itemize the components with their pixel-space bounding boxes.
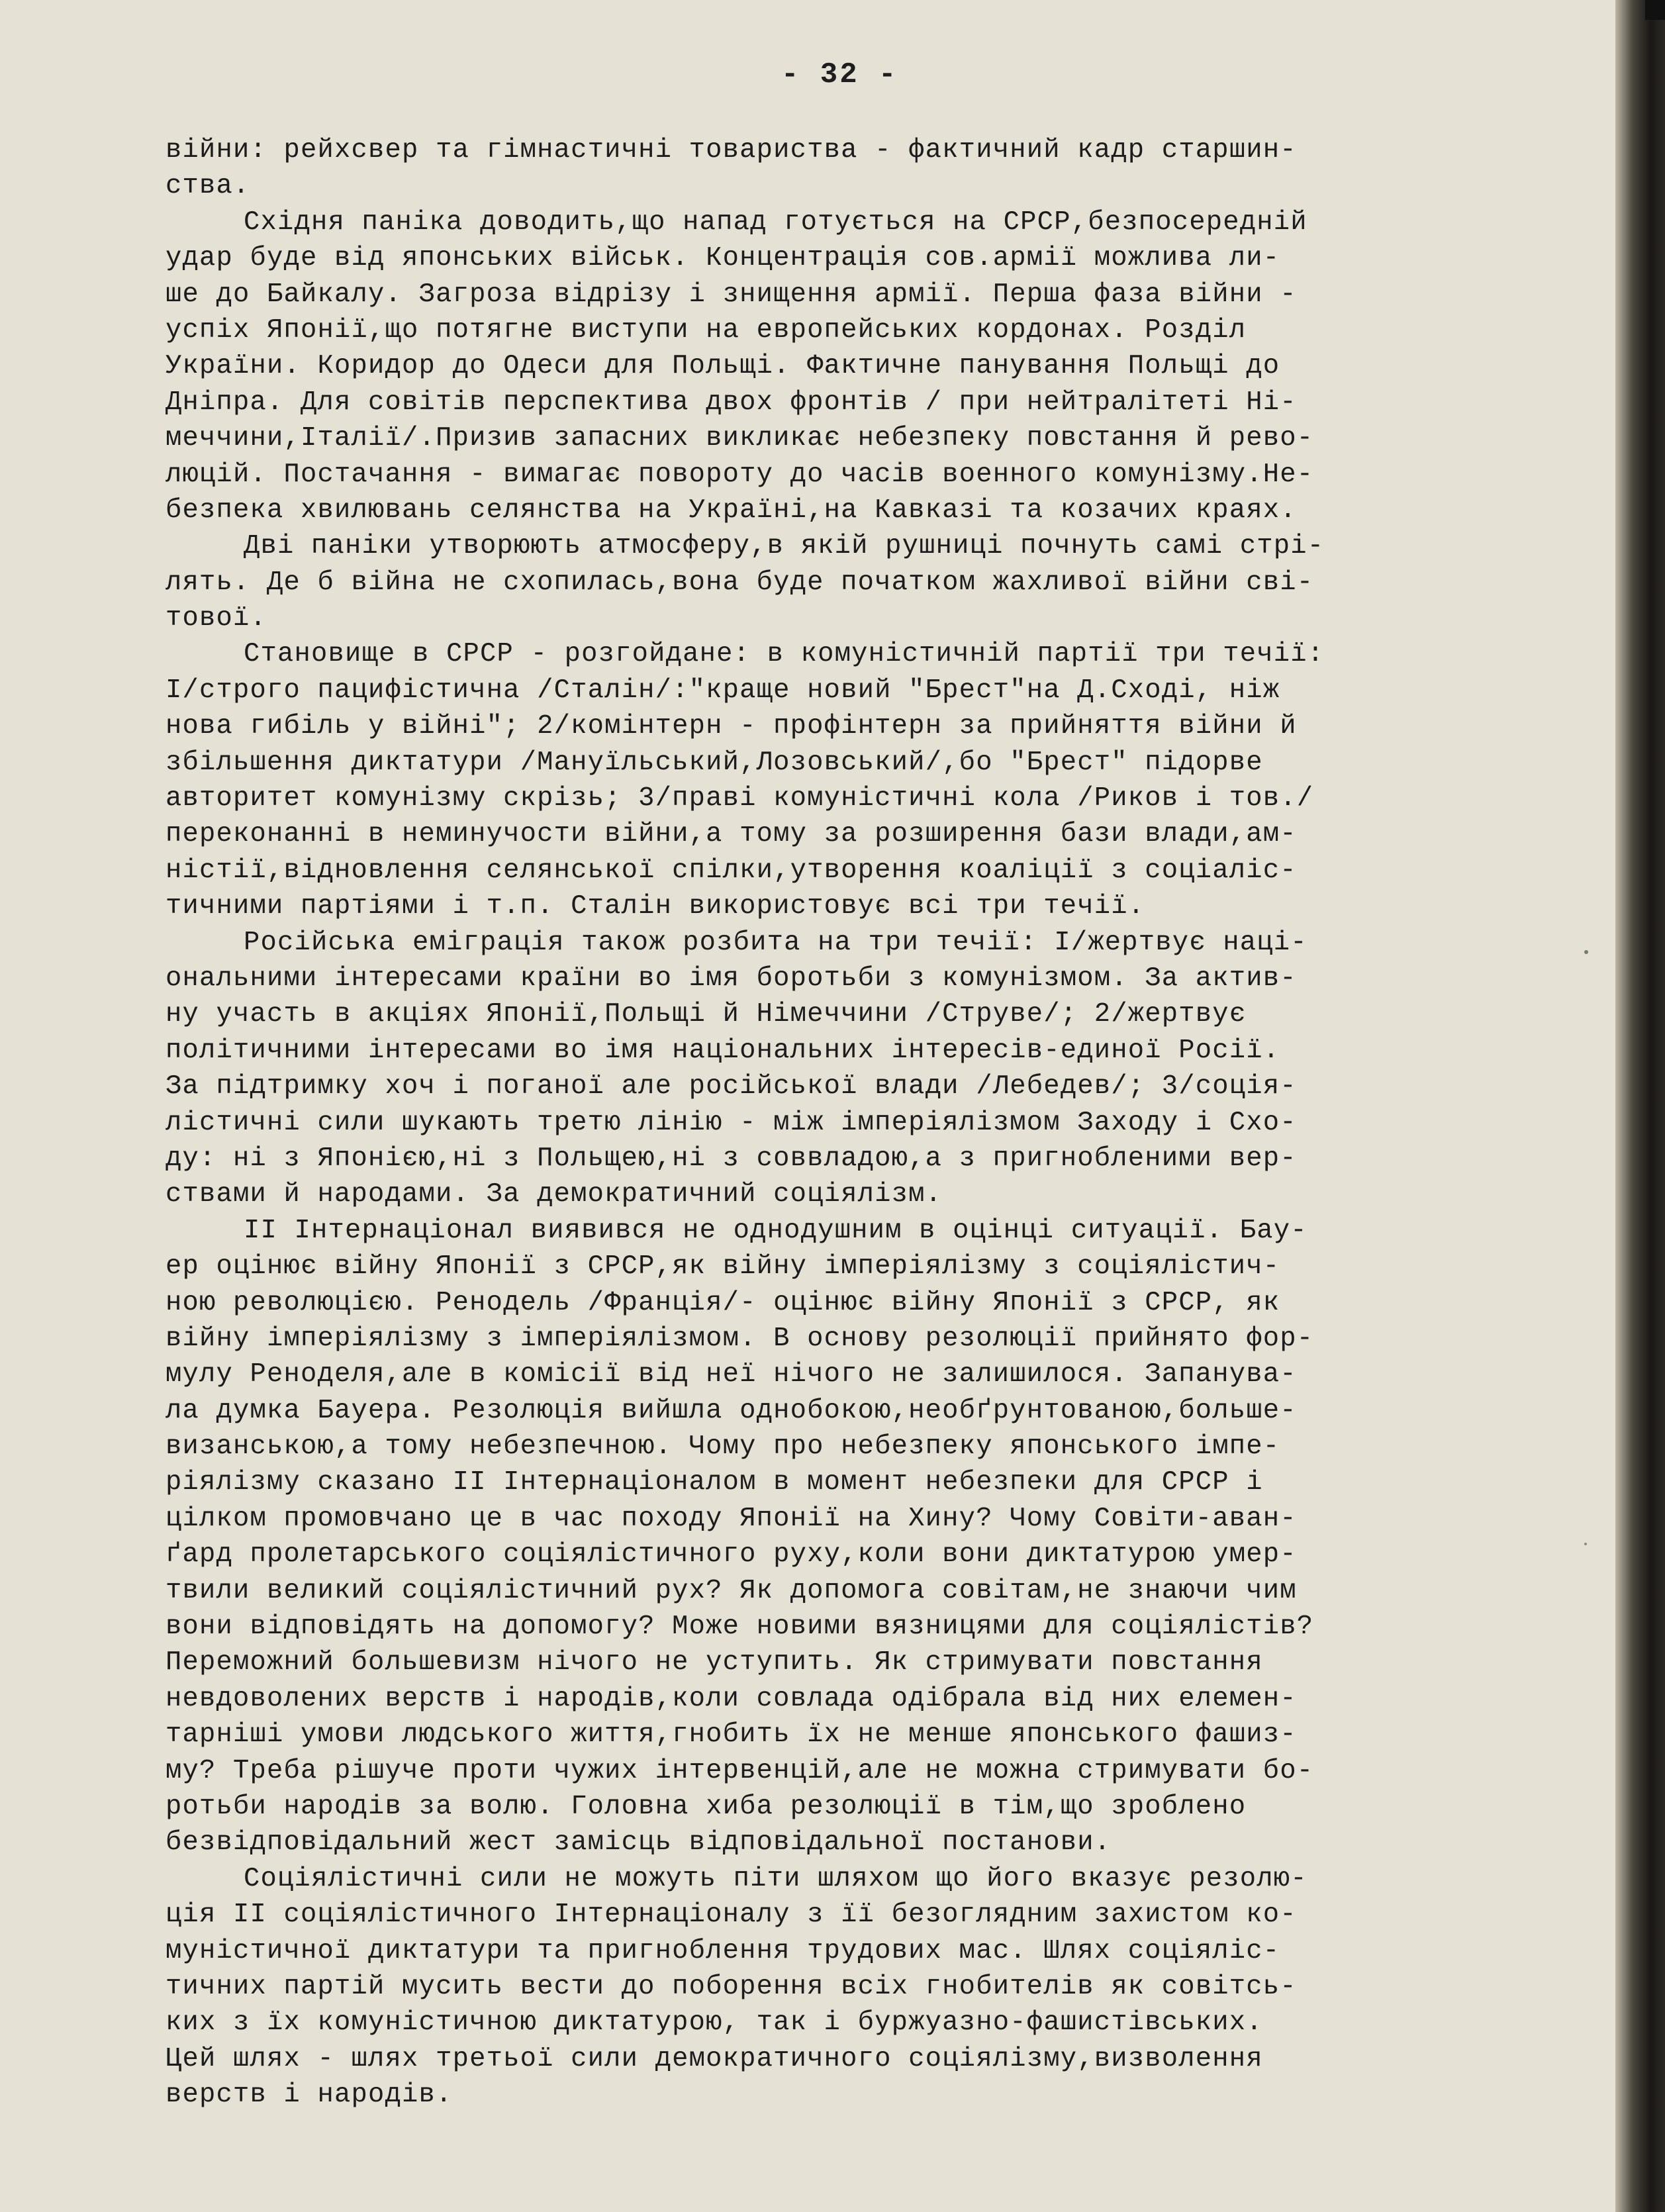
text-line: безвідповідальний жест замісць відповідальної постанови. xyxy=(166,1827,1112,1858)
text-line: вони відповідять на допомогу? Може новими вязницями для соціялістів? xyxy=(166,1611,1314,1643)
text-line: ональними інтересами країни во імя боротьби з комунізмом. За актив- xyxy=(166,963,1297,994)
text-line: ція II соціялістичного Інтернаціоналу з її безоглядним захистом ко- xyxy=(166,1899,1297,1931)
text-line: Становище в СРСР - розгойдане: в комуністичній партії три течії: xyxy=(244,639,1325,670)
text-line: лять. Де б війна не схопилась,вона буде початком жахливої війни сві- xyxy=(166,567,1314,598)
text-line: ше до Байкалу. Загроза відрізу і знищення армії. Перша фаза війни - xyxy=(166,279,1297,310)
text-line: авторитет комунізму скрізь; 3/праві комуністичні кола /Риков і тов./ xyxy=(166,783,1314,814)
text-line: I/строго пацифістична /Сталін/:"краще новий "Брест"на Д.Сході, ніж xyxy=(166,675,1280,706)
text-line: ких з їх комуністичною диктатурою, так і буржуазно-фашистівських. xyxy=(166,2007,1263,2039)
text-line: ну участь в акціях Японії,Польщі й Німеччини /Струве/; 2/жертвує xyxy=(166,999,1247,1030)
text-line: удар буде від японських військ. Концентрація сов.армії можлива ли- xyxy=(166,243,1280,274)
text-line: меччини,Італії/.Призив запасних викликає небезпеку повстання й рево- xyxy=(166,423,1314,454)
scan-corner xyxy=(1645,0,1665,20)
text-line: ер оцінює війну Японії з СРСР,як війну імперіялізму з соціялістич- xyxy=(166,1251,1280,1282)
text-line: тарніші умови людського життя,гнобить їх не менше японського фашиз- xyxy=(166,1719,1297,1751)
margin-mark xyxy=(1584,950,1588,954)
text-line: ністії,відновлення селянської спілки,утворення коаліції з соціаліс- xyxy=(166,855,1297,886)
text-line: безпека хвилювань селянства на Україні,на Кавказі та козачих краях. xyxy=(166,495,1297,526)
text-line: Дніпра. Для совітів перспектива двох фронтів / при нейтралітеті Ні- xyxy=(166,387,1297,418)
text-line: ства. xyxy=(166,171,250,202)
text-line: Цей шлях - шлях третьої сили демократичного соціялізму,визволення xyxy=(166,2043,1263,2074)
text-line: ду: ні з Японією,ні з Польщею,ні з соввладою,а з пригнобленими вер- xyxy=(166,1143,1297,1174)
text-line: ротьби народів за волю. Головна хиба резолюції в тім,що зроблено xyxy=(166,1791,1247,1822)
text-line: тової. xyxy=(166,603,267,634)
text-line: нова гибіль у війні"; 2/комінтерн - профінтерн за прийняття війни й xyxy=(166,711,1297,742)
text-line: війну імперіялізму з імперіялізмом. В основу резолюції прийнято фор- xyxy=(166,1323,1314,1354)
text-line: ною революцією. Ренодель /Франція/- оцінює війну Японії з СРСР, як xyxy=(166,1287,1280,1318)
text-line: тичних партій мусить вести до поборення всіх гнобителів як совітсь- xyxy=(166,1971,1297,2002)
text-line: збільшення диктатури /Мануїльський,Лозовський/,бо "Брест" підорве xyxy=(166,747,1263,778)
text-line: Соціялістичні сили не можуть піти шляхом що його вказує резолю- xyxy=(244,1863,1308,1894)
text-line: му? Треба рішуче проти чужих інтервенцій,але не можна стримувати бо- xyxy=(166,1755,1314,1786)
text-line: мулу Реноделя,але в комісії від неї нічого не залишилося. Запанува- xyxy=(166,1359,1297,1390)
text-line: переконанні в неминучости війни,а тому за розширення бази влади,ам- xyxy=(166,819,1297,850)
text-line: Російська еміграція також розбита на три течії: I/жертвує наці- xyxy=(244,927,1308,958)
text-line: ґард пролетарського соціялістичного руху,коли вони диктатурою умер- xyxy=(166,1539,1297,1570)
margin-mark xyxy=(1584,1543,1587,1545)
scan-edge-shadow xyxy=(1615,0,1665,2212)
text-line: За підтримку хоч і поганої але російської влади /Лебедев/; 3/соція- xyxy=(166,1071,1297,1102)
text-line: ріялізму сказано II Інтернаціоналом в момент небезпеки для СРСР і xyxy=(166,1467,1263,1498)
text-line: невдоволених верств і народів,коли совлада одібрала від них елемен- xyxy=(166,1683,1297,1714)
text-line: Переможний большевизм нічого не уступить. Як стримувати повстання xyxy=(166,1647,1263,1678)
text-line: твили великий соціялістичний рух? Як допомога совітам,не знаючи чим xyxy=(166,1575,1297,1606)
text-line: успіх Японії,що потягне виступи на европейських кордонах. Розділ xyxy=(166,314,1247,346)
text-line: війни: рейхсвер та гімнастичні товариства - фактичний кадр старшин- xyxy=(166,135,1297,166)
text-line: України. Коридор до Одеси для Польщі. Фактичне панування Польщі до xyxy=(166,351,1280,382)
text-line: Східня паніка доводить,що напад готується на СРСР,безпосередній xyxy=(244,207,1308,238)
text-line: II Інтернаціонал виявився не однодушним в оцінці ситуації. Бау- xyxy=(244,1215,1308,1246)
text-line: визанською,а тому небезпечною. Чому про небезпеку японського імпе- xyxy=(166,1431,1280,1463)
text-line: тичними партіями і т.п. Сталін використовує всі три течії. xyxy=(166,891,1145,922)
text-line: верств і народів. xyxy=(166,2080,453,2111)
text-line: люцій. Постачання - вимагає повороту до часів военного комунізму.Не- xyxy=(166,459,1314,490)
text-line: лістичні сили шукають третю лінію - між імперіялізмом Заходу і Схо- xyxy=(166,1107,1297,1138)
text-line: муністичної диктатури та пригноблення трудових мас. Шлях соціяліс- xyxy=(166,1935,1280,1966)
text-line: політичними інтересами во імя національних інтересів-единої Росії. xyxy=(166,1035,1280,1066)
text-line: цілком промовчано це в час походу Японії на Хину? Чому Совіти-аван- xyxy=(166,1503,1297,1534)
text-line: Дві паніки утворюють атмосферу,в якій рушниці почнуть самі стрі- xyxy=(244,531,1325,562)
page-number: - 32 - xyxy=(781,58,898,91)
text-line: ствами й народами. За демократичний соціялізм. xyxy=(166,1179,943,1210)
text-line: ла думка Бауера. Резолюція вийшла однобокою,необґрунтованою,больше- xyxy=(166,1395,1297,1426)
body-text xyxy=(166,132,1562,2113)
